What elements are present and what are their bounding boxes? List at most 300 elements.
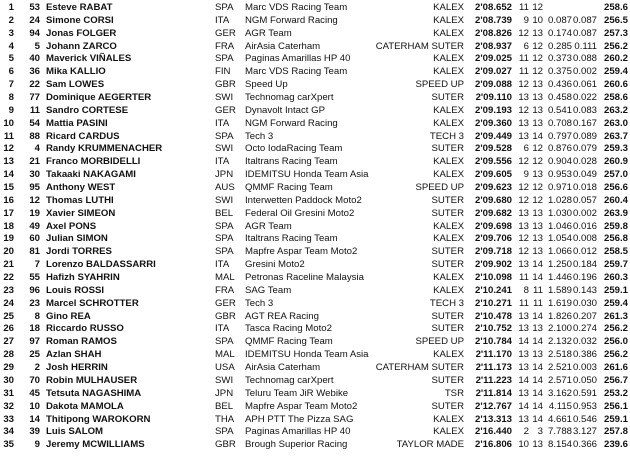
rider-number: 39 <box>29 426 40 438</box>
rider-name: Louis ROSSI <box>46 284 105 296</box>
best-lap: 14 <box>518 374 529 386</box>
total-laps: 13 <box>532 104 543 116</box>
nation: SPA <box>215 53 234 65</box>
result-row <box>0 272 630 285</box>
rider-name: Maverick VIÑALES <box>46 53 132 65</box>
nation: SPA <box>215 426 234 438</box>
best-lap: 13 <box>518 413 529 425</box>
total-laps: 14 <box>532 130 543 142</box>
nation: SWI <box>215 374 234 386</box>
rider-name: Johann ZARCO <box>46 40 117 52</box>
team-name: Mapfre Aspar Team Moto2 <box>245 246 358 258</box>
position: 21 <box>3 259 14 271</box>
team-name: AirAsia Caterham <box>245 40 321 52</box>
nation: ITA <box>215 259 230 271</box>
nation: SPA <box>215 233 234 245</box>
nation: GER <box>215 297 236 309</box>
best-lap: 2 <box>523 426 529 438</box>
best-time: 2'08.652 <box>475 2 512 13</box>
gap-to-previous: 0.061 <box>572 79 597 91</box>
top-speed: 259.4 <box>603 297 628 309</box>
rider-number: 49 <box>29 220 40 232</box>
position: 6 <box>8 66 14 78</box>
top-speed: 263.7 <box>603 130 628 142</box>
best-time: 2'08.739 <box>475 14 512 26</box>
top-speed: 256.2 <box>603 349 628 361</box>
rider-name: Lorenzo BALDASSARRI <box>46 259 156 271</box>
best-time: 2'09.623 <box>475 182 512 194</box>
timing-results-sheet <box>0 2 630 452</box>
motorcycle: TECH 3 <box>429 297 464 309</box>
gap-to-first: 0.971 <box>547 182 572 194</box>
result-row <box>0 221 630 234</box>
gap-to-first: 0.458 <box>547 92 572 104</box>
rider-number: 7 <box>34 259 40 271</box>
total-laps: 13 <box>532 323 543 335</box>
best-time: 2'11.170 <box>475 349 512 361</box>
motorcycle: SUTER <box>431 310 464 322</box>
gap-to-first: 1.619 <box>547 297 572 309</box>
best-time: 2'09.680 <box>475 194 512 206</box>
motorcycle: KALEX <box>433 117 464 129</box>
total-laps: 13 <box>532 117 543 129</box>
top-speed: 256.5 <box>603 14 628 26</box>
best-lap: 13 <box>518 310 529 322</box>
gap-to-previous: 0.030 <box>572 297 597 309</box>
total-laps: 13 <box>532 349 543 361</box>
rider-name: Marcel SCHROTTER <box>46 297 139 309</box>
nation: AUS <box>215 182 235 194</box>
result-row <box>0 362 630 375</box>
nation: ITA <box>215 156 230 168</box>
total-laps: 12 <box>532 182 543 194</box>
best-time: 2'08.937 <box>475 40 512 52</box>
gap-to-first: 1.250 <box>547 259 572 271</box>
rider-number: 45 <box>29 387 40 399</box>
nation: MAL <box>215 272 235 284</box>
result-row <box>0 105 630 118</box>
rider-name: Robin MULHAUSER <box>46 374 138 386</box>
motorcycle: SUTER <box>431 143 464 155</box>
gap-to-first: 2.132 <box>547 336 572 348</box>
best-time: 2'09.193 <box>475 104 512 116</box>
position: 23 <box>3 284 14 296</box>
result-row <box>0 375 630 388</box>
top-speed: 259.1 <box>603 284 628 296</box>
total-laps: 12 <box>532 40 543 52</box>
nation: ITA <box>215 14 230 26</box>
gap-to-previous: 0.022 <box>572 92 597 104</box>
motorcycle: KALEX <box>433 27 464 39</box>
top-speed: 256.1 <box>603 400 628 412</box>
best-time: 2'09.025 <box>475 53 512 65</box>
gap-to-first: 2.100 <box>547 323 572 335</box>
best-lap: 11 <box>519 272 529 284</box>
rider-number: 18 <box>29 323 40 335</box>
motorcycle: KALEX <box>433 349 464 361</box>
rider-number: 5 <box>34 40 40 52</box>
motorcycle: SUTER <box>431 374 464 386</box>
rider-number: 95 <box>29 182 40 194</box>
team-name: Italtrans Racing Team <box>245 233 338 245</box>
nation: FRA <box>215 284 235 296</box>
position: 12 <box>3 143 14 155</box>
rider-number: 70 <box>29 374 40 386</box>
team-name: Marc VDS Racing Team <box>245 66 348 78</box>
rider-name: Jonas FOLGER <box>46 27 117 39</box>
rider-name: Azlan SHAH <box>46 349 102 361</box>
rider-name: Franco MORBIDELLI <box>46 156 141 168</box>
best-time: 2'12.767 <box>475 400 512 412</box>
result-row <box>0 439 630 452</box>
team-name: Mapfre Aspar Team Moto2 <box>245 400 358 412</box>
rider-number: 60 <box>29 233 40 245</box>
gap-to-previous: 3.127 <box>572 426 597 438</box>
nation: SWI <box>215 194 234 206</box>
total-laps: 12 <box>532 53 543 65</box>
gap-to-first: 4.115 <box>548 400 572 412</box>
rider-name: Axel PONS <box>46 220 97 232</box>
gap-to-previous: 0.049 <box>572 169 597 181</box>
rider-number: 23 <box>29 297 40 309</box>
position: 5 <box>8 53 14 65</box>
result-row <box>0 156 630 169</box>
best-time: 2'09.360 <box>475 117 512 129</box>
motorcycle: CATERHAM SUTER <box>375 362 464 374</box>
total-laps: 12 <box>532 156 543 168</box>
position: 34 <box>3 426 14 438</box>
team-name: AGT REA Racing <box>245 310 319 322</box>
result-row <box>0 41 630 54</box>
motorcycle: KALEX <box>433 413 464 425</box>
best-lap: 11 <box>519 66 529 78</box>
nation: MAL <box>215 349 235 361</box>
rider-number: 2 <box>34 362 40 374</box>
gap-to-previous: 0.008 <box>572 233 597 245</box>
total-laps: 13 <box>532 169 543 181</box>
team-name: QMMF Racing Team <box>245 336 333 348</box>
total-laps: 11 <box>533 297 543 309</box>
team-name: APH PTT The Pizza SAG <box>245 413 354 425</box>
best-time: 2'09.449 <box>475 130 512 142</box>
team-name: Interwetten Paddock Moto2 <box>245 194 362 206</box>
top-speed: 256.7 <box>603 374 628 386</box>
rider-name: Luis SALOM <box>46 426 104 438</box>
rider-name: Roman RAMOS <box>46 336 117 348</box>
top-speed: 258.5 <box>603 246 628 258</box>
gap-to-first: 0.436 <box>547 79 572 91</box>
gap-to-previous: 0.012 <box>572 246 597 258</box>
total-laps: 12 <box>532 143 543 155</box>
best-time: 2'11.223 <box>475 374 512 386</box>
top-speed: 253.2 <box>603 387 628 399</box>
nation: JPN <box>215 387 234 399</box>
result-row <box>0 285 630 298</box>
top-speed: 256.0 <box>603 336 628 348</box>
gap-to-previous: 0.018 <box>572 182 597 194</box>
nation: JPN <box>215 169 234 181</box>
rider-number: 53 <box>29 2 40 13</box>
team-name: Italtrans Racing Team <box>245 156 338 168</box>
top-speed: 259.8 <box>603 220 628 232</box>
best-time: 2'10.241 <box>475 284 512 296</box>
gap-to-previous: 0.016 <box>572 220 597 232</box>
motorcycle: TSR <box>444 387 464 399</box>
result-row <box>0 2 630 15</box>
total-laps: 14 <box>532 362 543 374</box>
rider-number: 81 <box>29 246 40 258</box>
top-speed: 263.0 <box>603 117 628 129</box>
best-lap: 13 <box>518 130 529 142</box>
gap-to-first: 0.174 <box>547 27 572 39</box>
gap-to-previous: 0.591 <box>572 387 597 399</box>
team-name: AGR Team <box>245 220 292 232</box>
position: 9 <box>8 104 14 116</box>
best-lap: 13 <box>518 117 529 129</box>
nation: ITA <box>215 323 230 335</box>
rider-number: 55 <box>29 272 40 284</box>
nation: BEL <box>215 207 234 219</box>
gap-to-previous: 0.087 <box>572 14 597 26</box>
total-laps: 14 <box>532 374 543 386</box>
position: 26 <box>3 323 14 335</box>
rider-name: Tetsuta NAGASHIMA <box>46 387 142 399</box>
result-row <box>0 246 630 259</box>
motorcycle: SPEED UP <box>415 182 464 194</box>
team-name: Technomag carXpert <box>245 92 334 104</box>
team-name: Petronas Raceline Malaysia <box>245 272 364 284</box>
gap-to-previous: 0.143 <box>572 284 597 296</box>
best-lap: 14 <box>518 336 529 348</box>
top-speed: 260.9 <box>603 156 628 168</box>
best-lap: 9 <box>523 169 529 181</box>
position: 30 <box>3 374 14 386</box>
team-name: Tasca Racing Moto2 <box>245 323 332 335</box>
position: 19 <box>3 233 14 245</box>
gap-to-previous: 0.274 <box>572 323 597 335</box>
nation: GBR <box>215 310 236 322</box>
nation: GER <box>215 104 236 116</box>
result-row <box>0 208 630 221</box>
position: 8 <box>8 92 14 104</box>
team-name: Tech 3 <box>245 130 274 142</box>
best-time: 2'10.478 <box>475 310 512 322</box>
total-laps: 13 <box>532 233 543 245</box>
gap-to-previous: 0.207 <box>572 310 597 322</box>
motorcycle: SUTER <box>431 194 464 206</box>
gap-to-first: 0.375 <box>547 66 572 78</box>
rider-number: 24 <box>29 14 40 26</box>
team-name: IDEMITSU Honda Team Asia <box>245 169 369 181</box>
gap-to-previous: 0.366 <box>572 439 597 451</box>
result-row <box>0 28 630 41</box>
position: 10 <box>3 117 14 129</box>
rider-number: 11 <box>29 104 40 116</box>
top-speed: 263.2 <box>603 104 628 116</box>
top-speed: 261.6 <box>603 362 628 374</box>
motorcycle: KALEX <box>433 53 464 65</box>
motorcycle: SPEED UP <box>415 79 464 91</box>
gap-to-first: 1.066 <box>547 246 572 258</box>
motorcycle: KALEX <box>433 104 464 116</box>
team-name: Octo IodaRacing Team <box>245 143 343 155</box>
gap-to-previous: 0.003 <box>572 362 597 374</box>
best-lap: 12 <box>518 246 529 258</box>
best-time: 2'09.556 <box>475 156 512 168</box>
position: 28 <box>3 349 14 361</box>
position: 2 <box>8 14 14 26</box>
nation: FRA <box>215 40 235 52</box>
position: 18 <box>3 220 14 232</box>
rider-number: 88 <box>29 130 40 142</box>
total-laps: 13 <box>532 92 543 104</box>
gap-to-first: 0.285 <box>547 40 572 52</box>
nation: SPA <box>215 336 234 348</box>
gap-to-first: 0.953 <box>547 169 572 181</box>
gap-to-first: 4.661 <box>547 413 572 425</box>
team-name: Technomag carXpert <box>245 374 334 386</box>
best-lap: 11 <box>519 2 529 13</box>
rider-name: Dominique AEGERTER <box>46 92 152 104</box>
total-laps: 12 <box>532 66 543 78</box>
best-time: 2'16.440 <box>475 426 512 438</box>
best-lap: 8 <box>523 284 529 296</box>
result-row <box>0 53 630 66</box>
best-time: 2'08.826 <box>475 27 512 39</box>
total-laps: 14 <box>532 387 543 399</box>
best-lap: 10 <box>518 439 529 451</box>
gap-to-first: 0.876 <box>547 143 572 155</box>
nation: GBR <box>215 439 236 451</box>
team-name: Teluru Team JiR Webike <box>245 387 349 399</box>
position: 32 <box>3 400 14 412</box>
best-lap: 13 <box>518 349 529 361</box>
result-row <box>0 15 630 28</box>
team-name: Paginas Amarillas HP 40 <box>245 426 351 438</box>
total-laps: 13 <box>532 27 543 39</box>
gap-to-first: 1.030 <box>547 207 572 219</box>
best-lap: 9 <box>523 14 529 26</box>
rider-number: 77 <box>29 92 40 104</box>
position: 1 <box>8 2 14 13</box>
position: 24 <box>3 297 14 309</box>
rider-number: 40 <box>29 53 40 65</box>
team-name: Dynavolt Intact GP <box>245 104 325 116</box>
result-row <box>0 323 630 336</box>
rider-name: Julian SIMON <box>46 233 108 245</box>
best-lap: 13 <box>518 259 529 271</box>
nation: ITA <box>215 117 230 129</box>
team-name: NGM Forward Racing <box>245 117 338 129</box>
best-lap: 12 <box>518 27 529 39</box>
result-row <box>0 143 630 156</box>
top-speed: 260.4 <box>603 194 628 206</box>
best-time: 2'09.110 <box>475 92 512 104</box>
rider-name: Sam LOWES <box>46 79 105 91</box>
gap-to-previous: 0.079 <box>572 143 597 155</box>
best-time: 2'09.902 <box>475 259 512 271</box>
position: 25 <box>3 310 14 322</box>
best-lap: 13 <box>518 220 529 232</box>
rider-name: Mattia PASINI <box>46 117 108 129</box>
motorcycle: KALEX <box>433 169 464 181</box>
gap-to-previous: 0.050 <box>572 374 597 386</box>
top-speed: 256.2 <box>603 323 628 335</box>
gap-to-first: 0.373 <box>547 53 572 65</box>
total-laps: 14 <box>532 310 543 322</box>
result-row <box>0 92 630 105</box>
best-lap: 13 <box>518 362 529 374</box>
best-time: 2'16.806 <box>475 439 512 451</box>
rider-number: 14 <box>29 413 40 425</box>
result-row <box>0 426 630 439</box>
gap-to-previous: 0.546 <box>572 413 597 425</box>
gap-to-previous: 0.167 <box>572 117 597 129</box>
position: 17 <box>3 207 14 219</box>
motorcycle: KALEX <box>433 233 464 245</box>
result-row <box>0 259 630 272</box>
rider-number: 30 <box>29 169 40 181</box>
best-time: 2'13.313 <box>475 413 512 425</box>
top-speed: 259.4 <box>603 66 628 78</box>
motorcycle: KALEX <box>433 14 464 26</box>
best-lap: 12 <box>518 79 529 91</box>
rider-name: Thomas LUTHI <box>46 194 114 206</box>
top-speed: 257.0 <box>603 169 628 181</box>
team-name: SAG Team <box>245 284 292 296</box>
team-name: Speed Up <box>245 79 288 91</box>
best-lap: 12 <box>518 233 529 245</box>
motorcycle: KALEX <box>433 2 464 13</box>
total-laps: 14 <box>532 413 543 425</box>
rider-number: 8 <box>34 310 40 322</box>
gap-to-previous: 0.089 <box>572 130 597 142</box>
best-lap: 12 <box>518 194 529 206</box>
best-lap: 13 <box>518 323 529 335</box>
best-time: 2'09.027 <box>475 66 512 78</box>
team-name: Marc VDS Racing Team <box>245 2 348 13</box>
position: 13 <box>3 156 14 168</box>
gap-to-previous: 0.196 <box>572 272 597 284</box>
best-lap: 12 <box>518 182 529 194</box>
rider-name: Anthony WEST <box>46 182 116 194</box>
result-row <box>0 298 630 311</box>
gap-to-first: 1.589 <box>547 284 572 296</box>
rider-name: Esteve RABAT <box>46 2 113 13</box>
total-laps: 14 <box>532 272 543 284</box>
best-time: 2'10.752 <box>475 323 512 335</box>
best-time: 2'09.088 <box>475 79 512 91</box>
best-time: 2'09.528 <box>475 143 512 155</box>
result-row <box>0 118 630 131</box>
gap-to-previous: 0.087 <box>572 27 597 39</box>
motorcycle: SUTER <box>431 207 464 219</box>
gap-to-first: 2.571 <box>547 374 572 386</box>
rider-number: 97 <box>29 336 40 348</box>
position: 31 <box>3 387 14 399</box>
motorcycle: KALEX <box>433 66 464 78</box>
position: 7 <box>8 79 14 91</box>
best-time: 2'09.605 <box>475 169 512 181</box>
rider-name: Gino REA <box>46 310 91 322</box>
gap-to-first: 1.028 <box>547 194 572 206</box>
result-row <box>0 336 630 349</box>
rider-name: Xavier SIMEON <box>46 207 116 219</box>
top-speed: 257.3 <box>603 27 628 39</box>
motorcycle: SUTER <box>431 92 464 104</box>
total-laps: 12 <box>532 194 543 206</box>
gap-to-first: 0.541 <box>547 104 572 116</box>
